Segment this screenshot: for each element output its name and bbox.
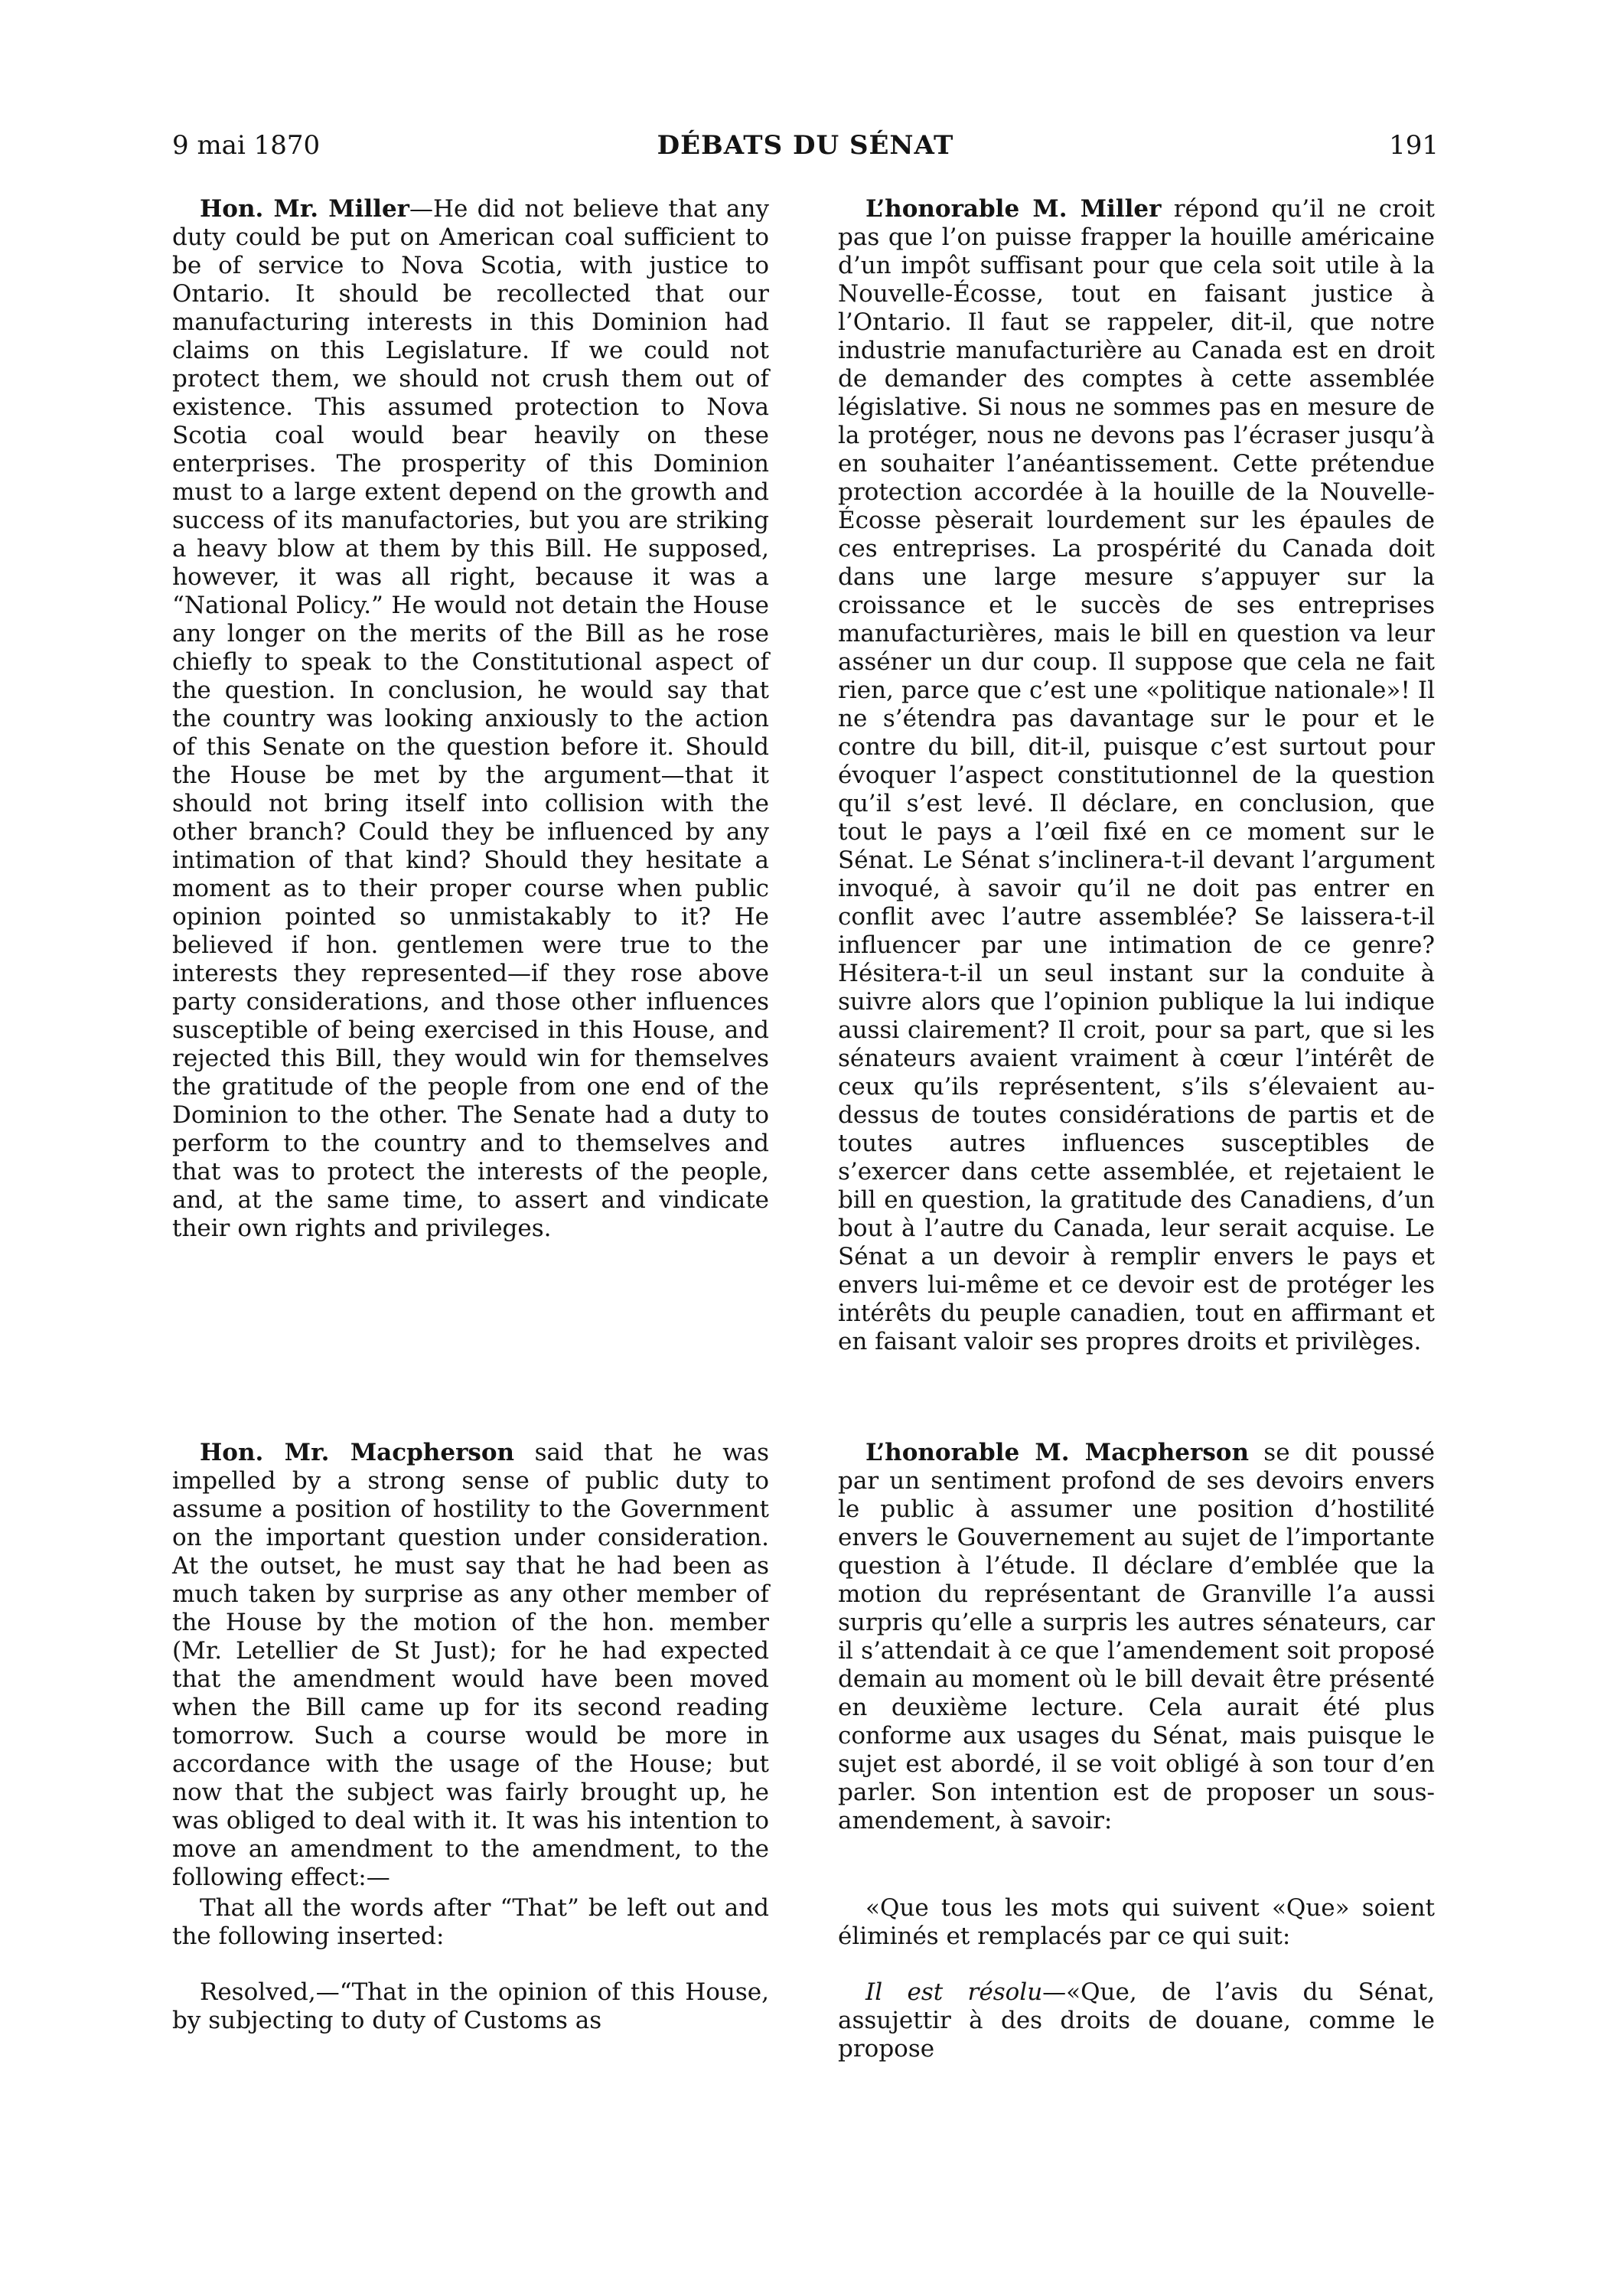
speech-text: —He did not believe that any duty could be put on American coal sufficient to be of service to Nova Scotia, with justice to Ontario. It should be recollected that our manufacturing interests in this Dominion had claims on this Legislature. If we could not protect them, we should not crush them out of existence. This assumed protection to Nova Scotia coal would bear heavily on these enterprises. The prosperity of this Dominion must to a large extent depend on the growth and success of its manufactories, but you are striking a heavy blow at them by this Bill. He supposed, however, it was all right, because it was a “National Policy.” He would not detain the House any longer on the merits of the Bill as he rose chiefly to speak to the Constitutional aspect of the question. In conclusion, he would say that the country was looking anxiously to the action of this Senate on the question before it. Should the House be met by the argument—that it should not bring itself into collision with the other branch? Could they be influenced by any intimation of that kind? Should they hesitate a moment as to their proper course when public opinion pointed so unmistakably to it? He believed if hon. gentlemen were true to the interests they represented—if they rose above party considerations, and those other influences susceptible of being exercised in this House, and rejected this Bill, they would win for themselves the gratitude of the people from one end of the Dominion to the other. The Senate had a duty to perform to the country and to themselves and that was to protect the interests of the people, and, at the same time, to assert and vindicate their own rights and privileges. <box>172 195 769 1242</box>
english-miller-paragraph <box>172 195 769 1243</box>
french-miller-paragraph <box>838 195 1435 1356</box>
french-macpherson-paragraph <box>838 1439 1435 1835</box>
resolved-text: —«Que, de l’avis du Sénat, assujettir à des droits de douane, comme le propose <box>838 1978 1435 2063</box>
header-title: DÉBATS DU SÉNAT <box>657 130 954 161</box>
resolved-text: Resolved,—“That in the opinion of this House, by subjecting to duty of Customs as <box>172 1978 769 2034</box>
english-motion-paragraph <box>172 1894 769 1951</box>
speech-text: répond qu’il ne croit pas que l’on puisse frapper la houille américaine d’un impôt suffisant pour que cela soit utile à la Nouvelle-Écosse, tout en faisant justice à l’Ontario. Il faut se rappeler, dit-il, que notre industrie manufacturière au Canada est en droit de demander des comptes à cette assemblée législative. Si nous ne sommes pas en mesure de la protéger, nous ne devons pas l’écraser jusqu’à en souhaiter l’anéantissement. Cette prétendue protection accordée à la houille de la Nouvelle-Écosse pèserait lourdement sur les épaules de ces entreprises. La prospérité du Canada doit dans une large mesure s’appuyer sur la croissance et le succès de ses entreprises manufacturières, mais le bill en question va leur asséner un dur coup. Il suppose que cela ne fait rien, parce que c’est une «politique nationale»! Il ne s’étendra pas davantage sur le pour et le contre du bill, dit-il, puisque c’est surtout pour évoquer l’aspect constitutionnel de la question qu’il s’est levé. Il déclare, en conclusion, que tout le pays a l’œil fixé en ce moment sur le Sénat. Le Sénat s’inclinera-t-il devant l’argument invoqué, à savoir qu’il ne doit pas entrer en conflit avec l’autre assemblée? Se laissera-t-il influencer par une intimation de ce genre? Hésitera-t-il un seul instant sur la conduite à suivre alors que l’opinion publique la lui indique aussi clairement? Il croit, pour sa part, que si les sénateurs avaient vraiment à cœur l’intérêt de ceux qu’ils représentent, s’ils s’élevaient au-dessus de toutes considérations de partis et de toutes autres influences susceptibles de s’exercer dans cette assemblée, et rejetaient le bill en question, la gratitude des Canadiens, d’un bout à l’autre du Canada, leur serait acquise. Le Sénat a un devoir à remplir envers le pays et envers lui-même et ce devoir est de protéger les intérêts du peuple canadien, tout en affirmant et en faisant valoir ses propres droits et privilèges. <box>838 195 1436 1355</box>
speaker-name: Hon. Mr. Macpherson <box>200 1439 515 1466</box>
motion-text: That all the words after “That” be left out and the following inserted: <box>172 1894 769 1950</box>
header-date: 9 mai 1870 <box>172 130 321 161</box>
speech-text: se dit poussé par un sentiment profond de ses devoirs envers le public à assumer une position d’hostilité envers le Gouvernement au sujet de l’importante question à l’étude. Il déclare d’emblée que la motion du représentant de Granville l’a aussi surpris qu’elle a surpris les autres sénateurs, car il s’attendait à ce que l’amendement soit proposé demain au moment où le bill devait être présenté en deuxième lecture. Cela aurait été plus conforme aux usages du Sénat, mais puisque le sujet est abordé, il se voit obligé à son tour d’en parler. Son intention est de proposer un sous-amendement, à savoir: <box>838 1439 1435 1835</box>
french-resolved-paragraph <box>838 1978 1435 2063</box>
french-motion-paragraph <box>838 1894 1435 1951</box>
page-number: 191 <box>1389 130 1439 161</box>
page-header <box>172 122 1439 168</box>
english-macpherson-paragraph <box>172 1439 769 1892</box>
resolved-label: Il est résolu <box>865 1978 1043 2006</box>
motion-text: «Que tous les mots qui suivent «Que» soient éliminés et remplacés par ce qui suit: <box>838 1894 1435 1950</box>
speech-text: said that he was impelled by a strong sense of public duty to assume a position of hostility to the Government on the important question under consideration. At the outset, he must say that he had been as much taken by surprise as any other member of the House by the motion of the hon. member (Mr. Letellier de St Just); for he had expected that the amendment would have been moved when the Bill came up for its second reading tomorrow. Such a course would be more in accordance with the usage of the House; but now that the subject was fairly brought up, he was obliged to deal with it. It was his intention to move an amendment to the amendment, to the following effect:— <box>172 1439 769 1891</box>
speaker-name: Hon. Mr. Miller <box>200 195 410 223</box>
speaker-name: L’honorable M. Macpherson <box>865 1439 1249 1466</box>
english-resolved-paragraph <box>172 1978 769 2035</box>
speaker-name: L’honorable M. Miller <box>865 195 1162 223</box>
